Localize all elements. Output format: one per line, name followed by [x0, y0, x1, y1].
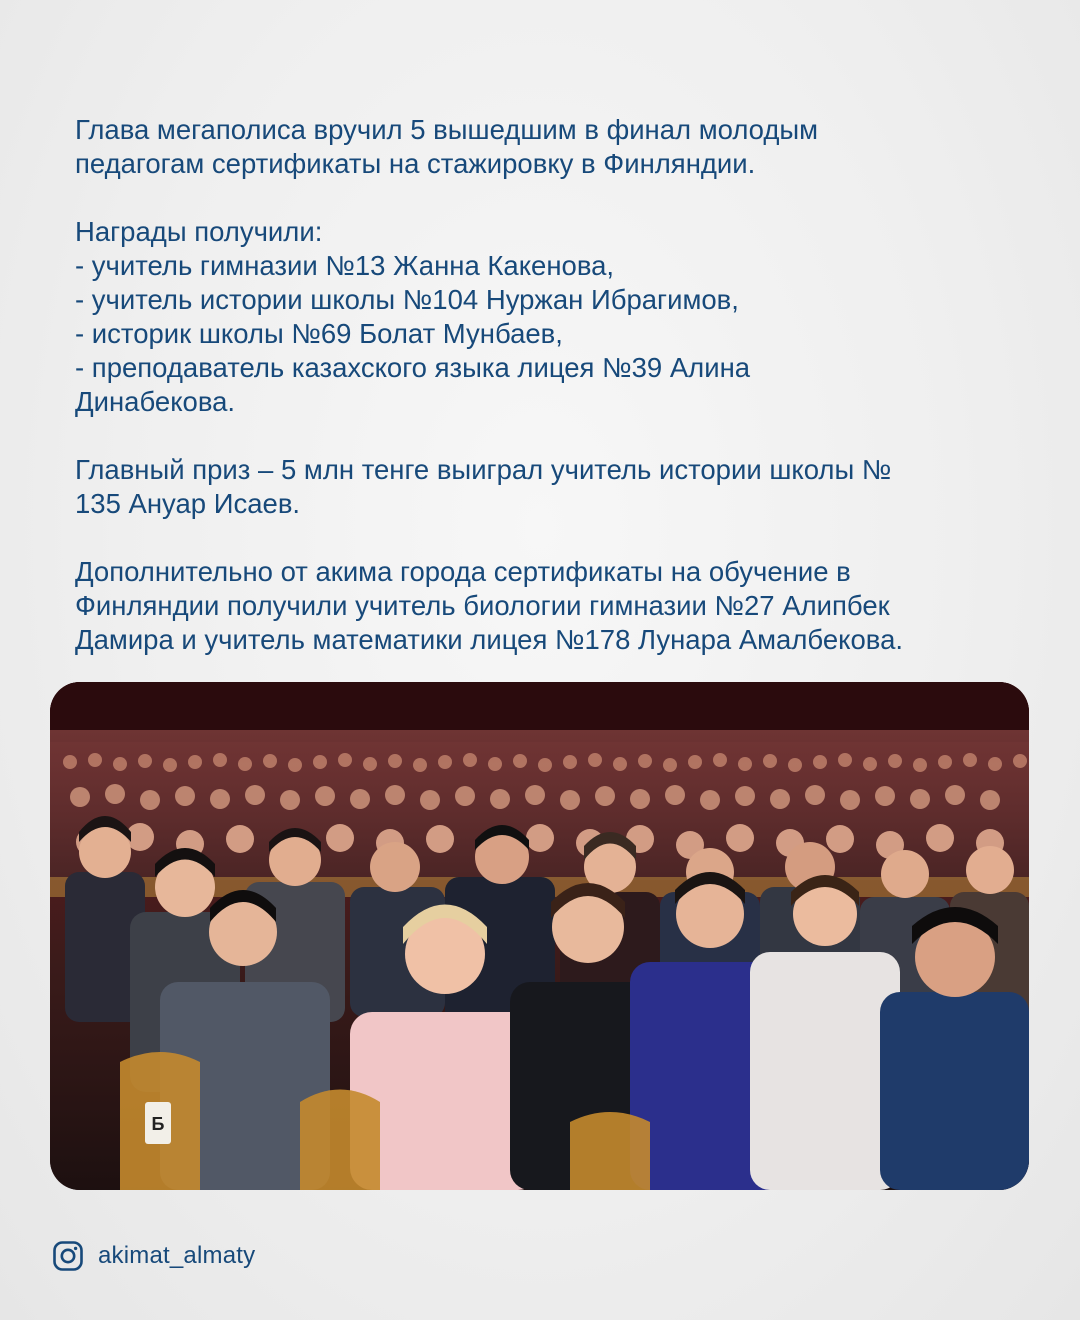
- awards-heading: Награды получили:: [75, 216, 323, 247]
- audience-photo-illustration: [50, 682, 1029, 1190]
- award-line: Динабекова.: [75, 386, 236, 417]
- extra-line: Финляндии получили учитель биологии гимназии №27 Алипбек: [75, 590, 890, 621]
- instagram-icon[interactable]: [52, 1240, 84, 1272]
- seat-row-sign: Б: [151, 1114, 165, 1134]
- main-prize-line: Главный приз – 5 млн тенге выиграл учитель истории школы №: [75, 454, 892, 485]
- main-prize-paragraph: [75, 453, 1025, 521]
- award-line: - учитель гимназии №13 Жанна Какенова,: [75, 250, 615, 281]
- audience-photo: [50, 682, 1029, 1190]
- extra-line: Дамира и учитель математики лицея №178 Лунара Амалбекова.: [75, 624, 904, 655]
- award-line: - историк школы №69 Болат Мунбаев,: [75, 318, 563, 349]
- footer: [52, 1238, 255, 1274]
- post-text: [75, 113, 1025, 691]
- extra-paragraph: [75, 555, 1025, 657]
- intro-paragraph: [75, 113, 1025, 181]
- extra-line: Дополнительно от акима города сертификаты на обучение в: [75, 556, 851, 587]
- intro-line: педагогам сертификаты на стажировку в Финляндии.: [75, 148, 756, 179]
- account-handle[interactable]: akimat_almaty: [98, 1242, 256, 1269]
- awards-paragraph: [75, 215, 1025, 419]
- award-line: - преподаватель казахского языка лицея №39 Алина: [75, 352, 751, 383]
- intro-line: Глава мегаполиса вручил 5 вышедшим в финал молодым: [75, 114, 819, 145]
- main-prize-line: 135 Ануар Исаев.: [75, 488, 301, 519]
- award-line: - учитель истории школы №104 Нуржан Ибрагимов,: [75, 284, 739, 315]
